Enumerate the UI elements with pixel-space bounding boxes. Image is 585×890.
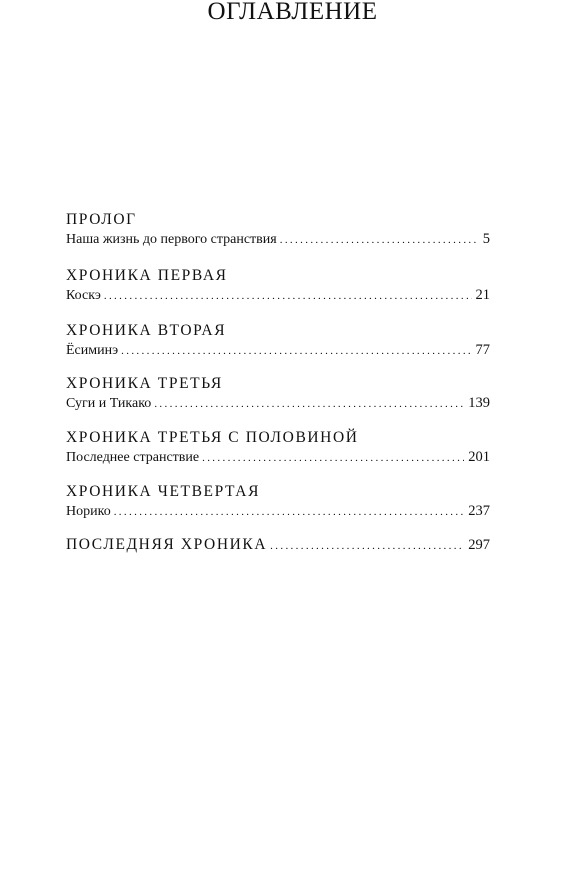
toc-entry[interactable]: [66, 447, 490, 468]
entry-title: Норико: [66, 504, 111, 519]
dot-leader: [121, 341, 471, 361]
dot-leader: [280, 230, 479, 250]
section-heading: ПРОЛОГ: [66, 211, 137, 228]
section-heading: ХРОНИКА ВТОРАЯ: [66, 322, 227, 339]
page-number: 201: [468, 449, 490, 465]
page-number: 5: [482, 231, 490, 247]
toc-section-chronicle-4: [66, 482, 490, 535]
dot-leader: [270, 535, 464, 556]
dot-leader: [202, 448, 464, 468]
dot-leader: [104, 286, 472, 306]
toc-entry[interactable]: [66, 535, 490, 556]
section-heading: ХРОНИКА ТРЕТЬЯ: [66, 375, 223, 392]
toc-entry[interactable]: [66, 501, 490, 522]
entry-title: Последнее странствие: [66, 450, 200, 465]
toc-section-prologue: [66, 210, 490, 266]
toc-section-chronicle-2: [66, 321, 490, 374]
page-title: ОГЛАВЛЕНИЕ: [207, 0, 378, 25]
toc-section-last-chronicle: [66, 535, 490, 556]
section-heading: ХРОНИКА ПЕРВАЯ: [66, 267, 228, 284]
toc-entry[interactable]: [66, 393, 490, 414]
page-number: 21: [475, 287, 490, 303]
section-heading: ХРОНИКА ТРЕТЬЯ С ПОЛОВИНОЙ: [66, 429, 359, 446]
table-of-contents: [66, 210, 490, 556]
page-number: 297: [468, 537, 490, 553]
toc-entry[interactable]: [66, 229, 490, 250]
entry-title: Наша жизнь до первого странствия: [66, 232, 277, 247]
page-number: 237: [468, 503, 490, 519]
entry-title: Коскэ: [66, 288, 101, 303]
dot-leader: [114, 502, 465, 522]
entry-title: Ёсиминэ: [66, 343, 119, 358]
toc-entry[interactable]: [66, 340, 490, 361]
page-number: 77: [475, 342, 490, 358]
entry-title: Суги и Тикако: [66, 396, 152, 411]
section-heading: ХРОНИКА ЧЕТВЕРТАЯ: [66, 483, 261, 500]
section-heading: ПОСЛЕДНЯЯ ХРОНИКА: [66, 536, 268, 553]
toc-section-chronicle-1: [66, 266, 490, 321]
toc-section-chronicle-3-5: [66, 428, 490, 482]
page-number: 139: [468, 395, 490, 411]
toc-entry[interactable]: [66, 285, 490, 306]
toc-section-chronicle-3: [66, 374, 490, 428]
dot-leader: [154, 394, 464, 414]
